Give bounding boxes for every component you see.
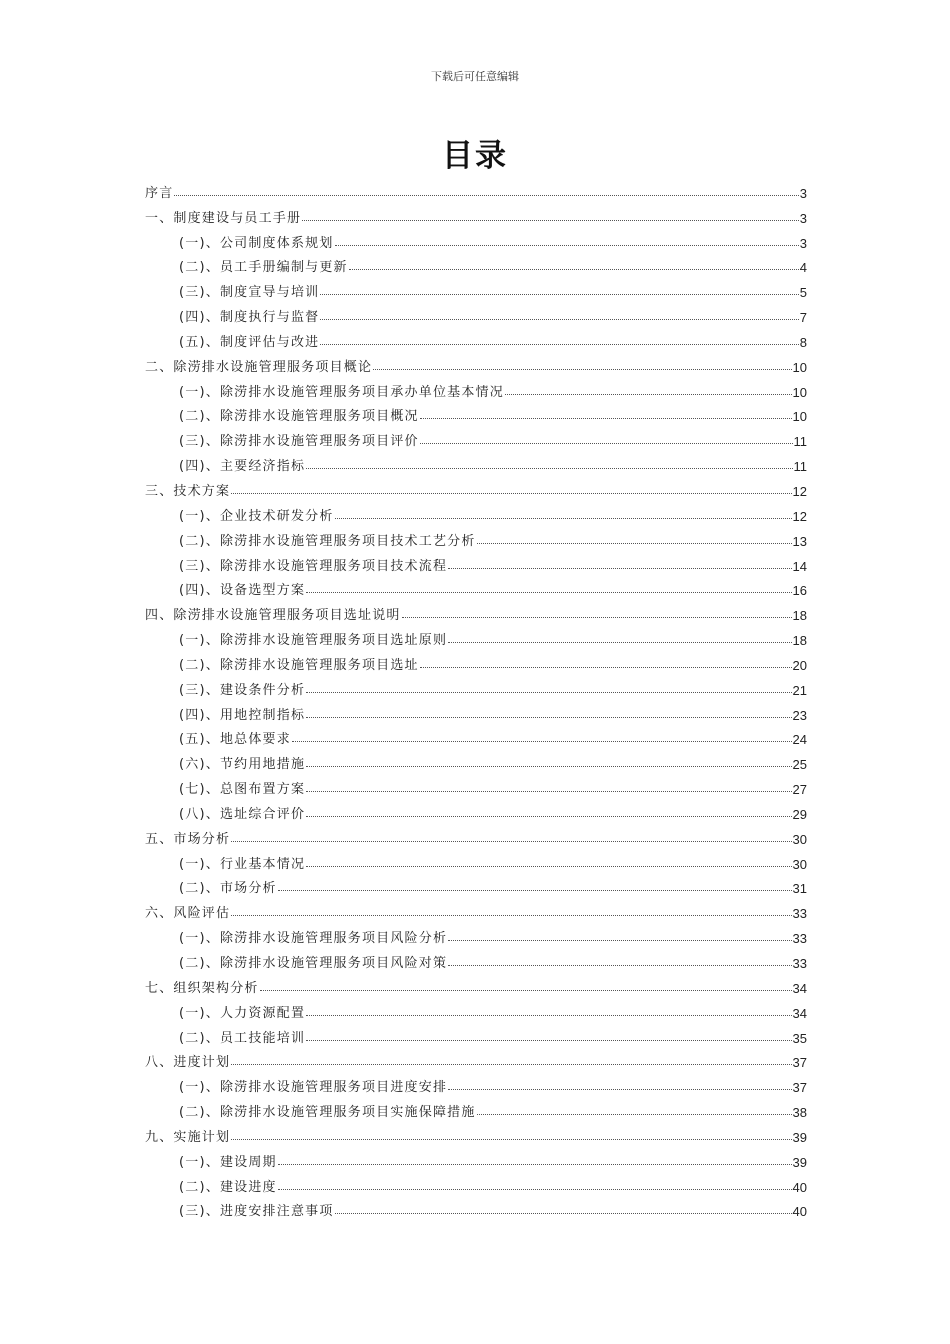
header-note: 下载后可任意编辑 bbox=[431, 70, 519, 83]
toc-dot-leader bbox=[320, 343, 798, 345]
toc-page-number: 39 bbox=[792, 1154, 807, 1170]
toc-dot-leader bbox=[448, 964, 791, 966]
toc-page-number: 33 bbox=[792, 956, 807, 971]
toc-entry[interactable] bbox=[145, 275, 807, 300]
toc-page-number: 10 bbox=[792, 384, 807, 400]
toc-entry-title: (四)、设备选型方案 bbox=[179, 583, 306, 599]
toc-page-number: 8 bbox=[799, 334, 807, 350]
toc-dot-leader bbox=[278, 1163, 792, 1165]
toc-dot-leader bbox=[320, 293, 798, 295]
toc-page-number: 35 bbox=[792, 1030, 807, 1046]
toc-entry[interactable] bbox=[145, 772, 807, 797]
toc-entry-title: (三)、进度安排注意事项 bbox=[179, 1204, 334, 1220]
toc-entry-title: 七、组织架构分析 bbox=[145, 980, 259, 996]
toc-title: 目录 bbox=[442, 138, 508, 174]
toc-entry-title: (二)、除涝排水设施管理服务项目概况 bbox=[179, 409, 419, 425]
toc-page-number: 27 bbox=[792, 782, 807, 798]
toc-page-number: 10 bbox=[792, 359, 807, 375]
table-of-contents bbox=[145, 176, 807, 1219]
toc-entry-title: (七)、总图布置方案 bbox=[179, 782, 306, 798]
toc-entry[interactable] bbox=[145, 971, 807, 996]
toc-entry[interactable] bbox=[145, 1021, 807, 1046]
toc-entry[interactable] bbox=[145, 996, 807, 1021]
toc-dot-leader bbox=[306, 716, 791, 718]
toc-page-number: 3 bbox=[799, 185, 807, 201]
toc-dot-leader bbox=[402, 616, 792, 618]
toc-page-number: 34 bbox=[792, 980, 807, 996]
toc-dot-leader bbox=[349, 268, 799, 270]
toc-entry[interactable] bbox=[145, 176, 807, 201]
toc-page-number: 25 bbox=[792, 757, 807, 773]
toc-page-number: 24 bbox=[792, 732, 807, 748]
toc-entry-title: (二)、建设进度 bbox=[179, 1179, 277, 1195]
toc-entry[interactable] bbox=[145, 1070, 807, 1095]
toc-page-number: 39 bbox=[792, 1129, 807, 1145]
toc-entry-title: (一)、除涝排水设施管理服务项目进度安排 bbox=[179, 1080, 448, 1096]
toc-page-number: 10 bbox=[792, 409, 807, 425]
toc-dot-leader bbox=[231, 914, 791, 916]
toc-page-number: 7 bbox=[799, 310, 807, 326]
toc-entry-title: (五)、地总体要求 bbox=[179, 732, 291, 748]
toc-entry[interactable] bbox=[145, 474, 807, 499]
toc-dot-leader bbox=[448, 939, 791, 941]
toc-entry[interactable] bbox=[145, 921, 807, 946]
toc-entry[interactable] bbox=[145, 797, 807, 822]
toc-entry[interactable] bbox=[145, 896, 807, 921]
toc-dot-leader bbox=[335, 1212, 792, 1214]
toc-entry[interactable] bbox=[145, 499, 807, 524]
toc-entry-title: 二、除涝排水设施管理服务项目概论 bbox=[145, 359, 373, 375]
toc-entry-title: (一)、建设周期 bbox=[179, 1154, 277, 1170]
toc-entry[interactable] bbox=[145, 226, 807, 251]
toc-entry[interactable] bbox=[145, 201, 807, 226]
toc-entry-title: (二)、员工手册编制与更新 bbox=[179, 260, 348, 276]
toc-entry-title: (一)、人力资源配置 bbox=[179, 1005, 306, 1021]
toc-entry[interactable] bbox=[145, 698, 807, 723]
toc-dot-leader bbox=[278, 1188, 792, 1190]
toc-dot-leader bbox=[306, 865, 791, 867]
toc-page-number: 40 bbox=[792, 1179, 807, 1195]
toc-entry[interactable] bbox=[145, 648, 807, 673]
toc-entry[interactable] bbox=[145, 549, 807, 574]
toc-entry-title: (三)、除涝排水设施管理服务项目技术流程 bbox=[179, 558, 448, 574]
toc-dot-leader bbox=[505, 393, 792, 395]
toc-entry-title: (四)、用地控制指标 bbox=[179, 707, 306, 723]
toc-entry[interactable] bbox=[145, 946, 807, 971]
toc-entry[interactable] bbox=[145, 673, 807, 698]
toc-page-number: 23 bbox=[792, 707, 807, 723]
toc-dot-leader bbox=[306, 1014, 791, 1016]
toc-entry-title: 序言 bbox=[145, 185, 174, 201]
toc-dot-leader bbox=[477, 1113, 792, 1115]
toc-entry[interactable] bbox=[145, 598, 807, 623]
toc-dot-leader bbox=[278, 889, 792, 891]
toc-page-number: 16 bbox=[792, 583, 807, 599]
toc-dot-leader bbox=[231, 1138, 791, 1140]
toc-entry[interactable] bbox=[145, 524, 807, 549]
toc-dot-leader bbox=[420, 666, 792, 668]
toc-page-number: 40 bbox=[792, 1204, 807, 1220]
toc-entry[interactable] bbox=[145, 1145, 807, 1170]
toc-entry[interactable] bbox=[145, 574, 807, 599]
toc-entry-title: (一)、除涝排水设施管理服务项目选址原则 bbox=[179, 633, 448, 649]
toc-page-number: 37 bbox=[792, 1080, 807, 1096]
toc-entry-title: (二)、除涝排水设施管理服务项目风险对策 bbox=[179, 956, 448, 971]
toc-page-number: 4 bbox=[799, 260, 807, 276]
toc-dot-leader bbox=[448, 567, 791, 569]
toc-entry[interactable] bbox=[145, 723, 807, 748]
toc-entry[interactable] bbox=[145, 449, 807, 474]
toc-dot-leader bbox=[292, 740, 792, 742]
toc-dot-leader bbox=[231, 840, 791, 842]
toc-dot-leader bbox=[306, 467, 792, 469]
toc-page-number: 31 bbox=[792, 881, 807, 897]
toc-entry[interactable] bbox=[145, 325, 807, 350]
toc-page-number: 5 bbox=[799, 285, 807, 301]
toc-entry-title: 五、市场分析 bbox=[145, 831, 231, 847]
toc-dot-leader bbox=[306, 691, 791, 693]
toc-entry-title: 四、除涝排水设施管理服务项目选址说明 bbox=[145, 608, 401, 624]
toc-dot-leader bbox=[231, 1063, 791, 1065]
toc-entry-title: (二)、员工技能培训 bbox=[179, 1030, 306, 1046]
toc-dot-leader bbox=[306, 1039, 791, 1041]
toc-entry-title: 九、实施计划 bbox=[145, 1129, 231, 1145]
toc-page-number: 3 bbox=[799, 210, 807, 226]
toc-dot-leader bbox=[302, 219, 799, 221]
toc-page-number: 29 bbox=[792, 806, 807, 822]
toc-entry[interactable] bbox=[145, 1046, 807, 1071]
toc-entry-title: (五)、制度评估与改进 bbox=[179, 334, 320, 350]
toc-entry-title: (二)、市场分析 bbox=[179, 881, 277, 897]
toc-page-number: 12 bbox=[792, 483, 807, 499]
toc-page-number: 30 bbox=[792, 831, 807, 847]
toc-page-number: 13 bbox=[792, 533, 807, 549]
toc-entry[interactable] bbox=[145, 623, 807, 648]
toc-dot-leader bbox=[260, 989, 792, 991]
toc-entry-title: (一)、除涝排水设施管理服务项目风险分析 bbox=[179, 931, 448, 947]
toc-entry[interactable] bbox=[145, 1120, 807, 1145]
toc-entry[interactable] bbox=[145, 1170, 807, 1195]
toc-entry[interactable] bbox=[145, 375, 807, 400]
toc-dot-leader bbox=[231, 492, 791, 494]
toc-page-number: 20 bbox=[792, 657, 807, 673]
toc-page-number: 21 bbox=[792, 682, 807, 698]
toc-entry[interactable] bbox=[145, 350, 807, 375]
toc-entry[interactable] bbox=[145, 1095, 807, 1120]
toc-entry[interactable] bbox=[145, 847, 807, 872]
toc-dot-leader bbox=[420, 442, 793, 444]
toc-entry-title: (三)、制度宣导与培训 bbox=[179, 285, 320, 301]
toc-entry[interactable] bbox=[145, 822, 807, 847]
toc-entry-title: (六)、节约用地措施 bbox=[179, 757, 306, 773]
toc-dot-leader bbox=[306, 815, 791, 817]
toc-entry[interactable] bbox=[145, 747, 807, 772]
toc-page-number: 34 bbox=[792, 1005, 807, 1021]
toc-page-number: 30 bbox=[792, 856, 807, 872]
toc-dot-leader bbox=[448, 641, 791, 643]
toc-dot-leader bbox=[335, 244, 799, 246]
toc-dot-leader bbox=[335, 517, 792, 519]
toc-entry[interactable] bbox=[145, 1195, 807, 1220]
toc-entry-title: (二)、除涝排水设施管理服务项目选址 bbox=[179, 657, 419, 673]
toc-dot-leader bbox=[448, 1088, 791, 1090]
toc-page-number: 14 bbox=[792, 558, 807, 574]
toc-dot-leader bbox=[320, 318, 798, 320]
toc-entry-title: (一)、除涝排水设施管理服务项目承办单位基本情况 bbox=[179, 384, 504, 400]
toc-entry[interactable] bbox=[145, 300, 807, 325]
toc-entry-title: 八、进度计划 bbox=[145, 1055, 231, 1071]
toc-dot-leader bbox=[306, 765, 791, 767]
toc-entry-title: 六、风险评估 bbox=[145, 906, 231, 922]
toc-dot-leader bbox=[306, 591, 791, 593]
toc-entry-title: (四)、主要经济指标 bbox=[179, 459, 306, 475]
toc-entry-title: (三)、建设条件分析 bbox=[179, 682, 306, 698]
toc-page-number: 11 bbox=[793, 459, 807, 475]
toc-page-number: 37 bbox=[792, 1055, 807, 1071]
toc-entry-title: 三、技术方案 bbox=[145, 483, 231, 499]
toc-dot-leader bbox=[477, 542, 792, 544]
toc-entry[interactable] bbox=[145, 424, 807, 449]
toc-entry-title: 一、制度建设与员工手册 bbox=[145, 210, 302, 226]
toc-page-number: 11 bbox=[793, 434, 807, 450]
toc-dot-leader bbox=[373, 368, 791, 370]
toc-entry-title: (八)、选址综合评价 bbox=[179, 806, 306, 822]
toc-page-number: 18 bbox=[792, 608, 807, 624]
toc-entry[interactable] bbox=[145, 251, 807, 276]
toc-entry-title: (一)、公司制度体系规划 bbox=[179, 235, 334, 251]
toc-entry-title: (四)、制度执行与监督 bbox=[179, 310, 320, 326]
toc-dot-leader bbox=[420, 417, 792, 419]
toc-dot-leader bbox=[306, 790, 791, 792]
toc-entry-title: (二)、除涝排水设施管理服务项目技术工艺分析 bbox=[179, 533, 476, 549]
toc-dot-leader bbox=[174, 194, 798, 196]
toc-page-number: 33 bbox=[792, 931, 807, 947]
toc-page-number: 38 bbox=[792, 1105, 807, 1121]
toc-page-number: 18 bbox=[792, 633, 807, 649]
toc-entry-title: (三)、除涝排水设施管理服务项目评价 bbox=[179, 434, 419, 450]
toc-page-number: 3 bbox=[799, 235, 807, 251]
toc-entry-title: (一)、企业技术研发分析 bbox=[179, 508, 334, 524]
toc-entry-title: (一)、行业基本情况 bbox=[179, 856, 306, 872]
toc-page-number: 33 bbox=[792, 906, 807, 922]
toc-entry[interactable] bbox=[145, 400, 807, 425]
toc-entry[interactable] bbox=[145, 872, 807, 897]
toc-entry-title: (二)、除涝排水设施管理服务项目实施保障措施 bbox=[179, 1105, 476, 1121]
toc-page-number: 12 bbox=[792, 508, 807, 524]
